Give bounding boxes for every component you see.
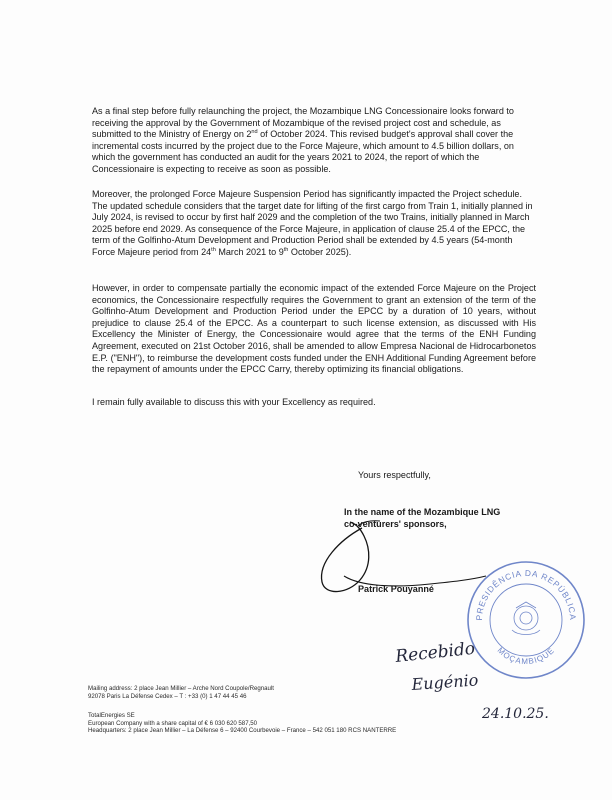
signer-name: Patrick Pouyanné	[358, 584, 434, 594]
ordinal-suffix: th	[283, 246, 289, 253]
paragraph-text: of October 2024. This revised budget's approval shall cover the incremental costs incurred by the project due to the Force Majeure, which amount to 4.5 billion dollars, on which the government has conducted an audit for the years 2021 to 2024, the report of which the Concessionaire is expecting to receive as soon as possible.	[92, 129, 514, 174]
sign-line-1: In the name of the Mozambique LNG	[344, 507, 501, 517]
footer-capital: European Company with a share capital of € 6 030 620 587,50	[88, 719, 258, 727]
paragraph-text: As a final step before fully relaunching the project, the Mozambique LNG Concessionaire looks forward to receiving the approval by the Government of Mozambique of the revised project cost and schedule, as submitted to the Ministry of Energy on 2	[92, 106, 514, 140]
note-date: 24.10.25.	[482, 706, 549, 722]
closing-salutation: Yours respectfully,	[358, 470, 431, 480]
paragraph-text: March 2021 to 9	[215, 246, 284, 257]
paragraph-text: October 2025).	[288, 246, 352, 257]
ordinal-suffix: nd	[251, 129, 258, 136]
stamp-bottom-text: MOÇAMBIQUE	[495, 645, 557, 667]
paragraph-schedule	[92, 189, 536, 259]
note-received: Recebido	[394, 638, 476, 667]
note-name: Eugénio	[410, 670, 479, 694]
paragraph-text: Moreover, the prolonged Force Majeure Suspension Period has significantly impacted the Project schedule. The updated schedule considers that the target date for lifting of the first cargo from Train 1, initially planned in July 2024, is revised to occur by first half 2029 and the completion of the two Trains, initially planned in March 2025 before end 2029. As consequence of the Force Majeure, in application of clause 25.4 of the EPCC, the term of the Golfinho-Atum Development and Production Period shall be extended by 4.5 years (54-month Force Majeure period from 24	[92, 189, 533, 257]
sign-line-2: co-venturers' sponsors,	[344, 519, 447, 529]
footer-mailing-line: Mailing address: 2 place Jean Millier – Arche Nord Coupole/Regnault	[88, 685, 274, 692]
paragraph-extension-request: However, in order to compensate partially the economic impact of the extended Force Majeure on the Project economics, the Concessionaire respectfully requires the Government to grant an extension of the term of the Golfinho-Atum Development and Production Period under the EPCC by a duration of 10 years, without prejudice to clause 25.4 of the EPCC. As a counterpart to such license extension, as discussed with His Excellency the Minister of Energy, the Concessionaire would agree that the terms of the ENH Funding Agreement, executed on 21st October 2016, shall be amended to allow Empresa Nacional de Hidrocarbonetos E.P. ("ENH"), to reimburse the development costs funded under the ENH Additional Funding Agreement before the repayment of amounts under the EPCC Carry, thereby optimizing its financial obligations.	[92, 283, 536, 375]
paragraph-availability: I remain fully available to discuss this with your Excellency as required.	[92, 397, 376, 407]
footer-headquarters: Headquarters: 2 place Jean Millier – La Défense 6 – 92400 Courbevoie – France – 542 051 180 RCS NANTERRE	[88, 727, 397, 735]
footer-company-info	[88, 712, 448, 735]
stamp-top-text: PRESIDÊNCIA DA REPÚBLICA	[473, 567, 579, 621]
footer-mailing-address	[88, 685, 388, 700]
footer-company-name: TotalEnergies SE	[88, 712, 135, 719]
signature-block	[344, 506, 500, 530]
paragraph-project-approval	[92, 106, 536, 176]
footer-mailing-line: 92078 Paris La Défense Cedex – T : +33 (0) 1 47 44 45 46	[88, 692, 247, 700]
ordinal-suffix: th	[211, 246, 216, 253]
